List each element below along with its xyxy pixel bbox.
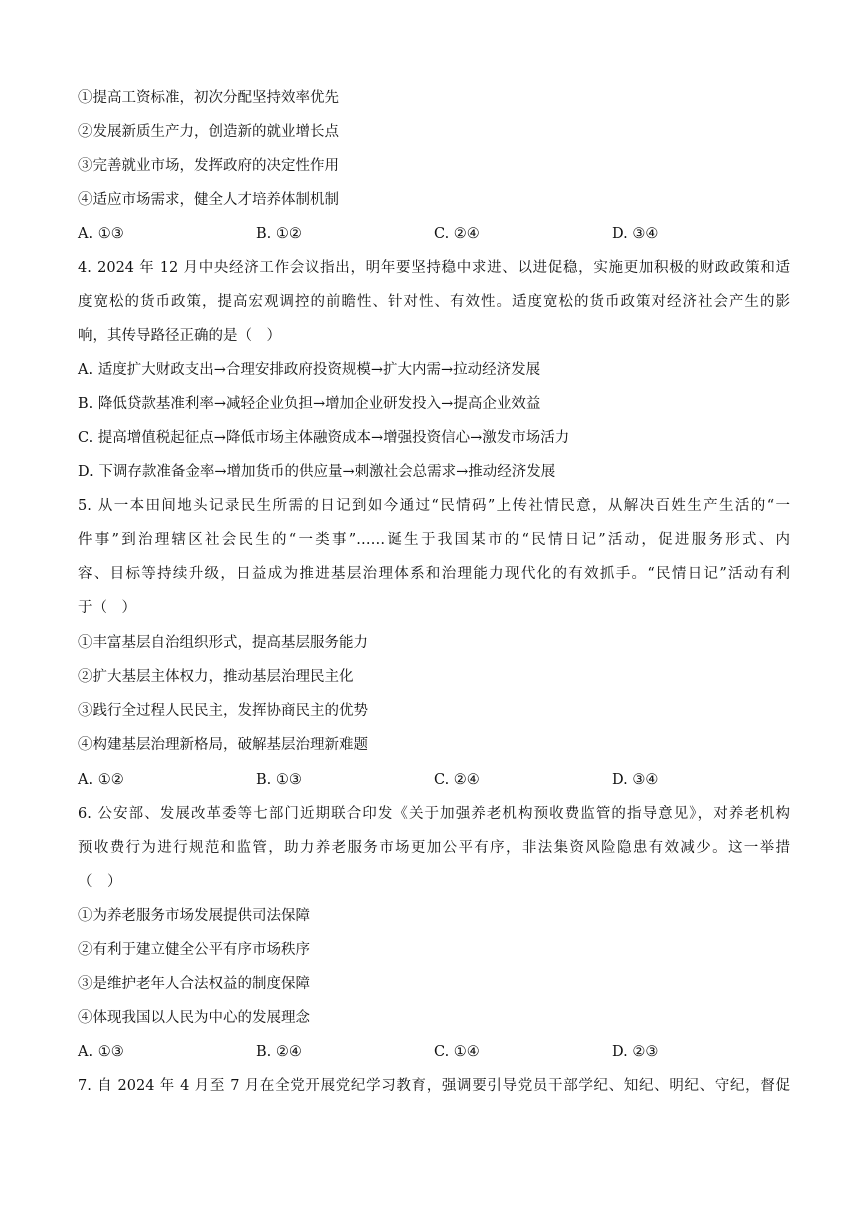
option-c: C. ②④ bbox=[434, 772, 480, 788]
question-6-stem: （ ） bbox=[78, 874, 122, 890]
option-b: B. ①③ bbox=[256, 772, 302, 788]
option-a: A. ①② bbox=[78, 772, 124, 788]
question-4-stem: 4. 2024 年 12 月中央经济工作会议指出，明年要坚持稳中求进、以进促稳，实施更加积极的财政政策和适 bbox=[78, 260, 790, 276]
choice-c: C. 提高增值税起征点→降低市场主体融资成本→增强投资信心→激发市场活力 bbox=[78, 430, 570, 446]
question-5-stem: 件事”到治理辖区社会民生的“一类事”……诞生于我国某市的“民情日记”活动，促进服务形式、内 bbox=[78, 532, 790, 548]
option-d: D. ②③ bbox=[612, 1044, 659, 1060]
statement: ②扩大基层主体权力，推动基层治理民主化 bbox=[78, 669, 354, 685]
question-7-stem: 7. 自 2024 年 4 月至 7 月在全党开展党纪学习教育，强调要引导党员干部学纪、知纪、明纪、守纪，督促 bbox=[78, 1078, 790, 1094]
question-5-stem: 于（ ） bbox=[78, 600, 136, 616]
option-b: B. ②④ bbox=[256, 1044, 302, 1060]
statement: ④构建基层治理新格局，破解基层治理新难题 bbox=[78, 737, 368, 753]
statement: ①丰富基层自治组织形式，提高基层服务能力 bbox=[78, 635, 368, 651]
option-a: A. ①③ bbox=[78, 1044, 124, 1060]
option-c: C. ②④ bbox=[434, 226, 480, 242]
statement: ①提高工资标准，初次分配坚持效率优先 bbox=[78, 90, 339, 106]
question-4-stem: 响，其传导路径正确的是（ ） bbox=[78, 328, 281, 344]
choice-a: A. 适度扩大财政支出→合理安排政府投资规模→扩大内需→拉动经济发展 bbox=[78, 362, 541, 378]
question-5-stem: 容、目标等持续升级，日益成为推进基层治理体系和治理能力现代化的有效抓手。“民情日记”活动有利 bbox=[78, 566, 790, 582]
question-4-stem: 度宽松的货币政策，提高宏观调控的前瞻性、针对性、有效性。适度宽松的货币政策对经济社会产生的影 bbox=[78, 294, 790, 310]
choice-d: D. 下调存款准备金率→增加货币的供应量→刺激社会总需求→推动经济发展 bbox=[78, 464, 556, 480]
option-b: B. ①② bbox=[256, 226, 302, 242]
question-6-stem: 6. 公安部、发展改革委等七部门近期联合印发《关于加强养老机构预收费监管的指导意见》，对养老机构 bbox=[78, 806, 790, 822]
statement: ④体现我国以人民为中心的发展理念 bbox=[78, 1010, 310, 1026]
question-6-stem: 预收费行为进行规范和监管，助力养老服务市场更加公平有序，非法集资风险隐患有效减少。这一举措 bbox=[78, 840, 790, 856]
statement: ③是维护老年人合法权益的制度保障 bbox=[78, 976, 310, 992]
question-5-stem: 5. 从一本田间地头记录民生所需的日记到如今通过“民情码”上传社情民意，从解决百姓生产生活的“一 bbox=[78, 498, 790, 514]
choice-b: B. 降低贷款基准利率→减轻企业负担→增加企业研发投入→提高企业效益 bbox=[78, 396, 541, 412]
statement: ②有利于建立健全公平有序市场秩序 bbox=[78, 942, 310, 958]
statement: ③完善就业市场，发挥政府的决定性作用 bbox=[78, 158, 339, 174]
statement: ③践行全过程人民民主，发挥协商民主的优势 bbox=[78, 703, 368, 719]
option-d: D. ③④ bbox=[612, 226, 659, 242]
statement: ②发展新质生产力，创造新的就业增长点 bbox=[78, 124, 339, 140]
statement: ④适应市场需求，健全人才培养体制机制 bbox=[78, 192, 339, 208]
option-c: C. ①④ bbox=[434, 1044, 480, 1060]
option-a: A. ①③ bbox=[78, 226, 124, 242]
statement: ①为养老服务市场发展提供司法保障 bbox=[78, 908, 310, 924]
option-d: D. ③④ bbox=[612, 772, 659, 788]
